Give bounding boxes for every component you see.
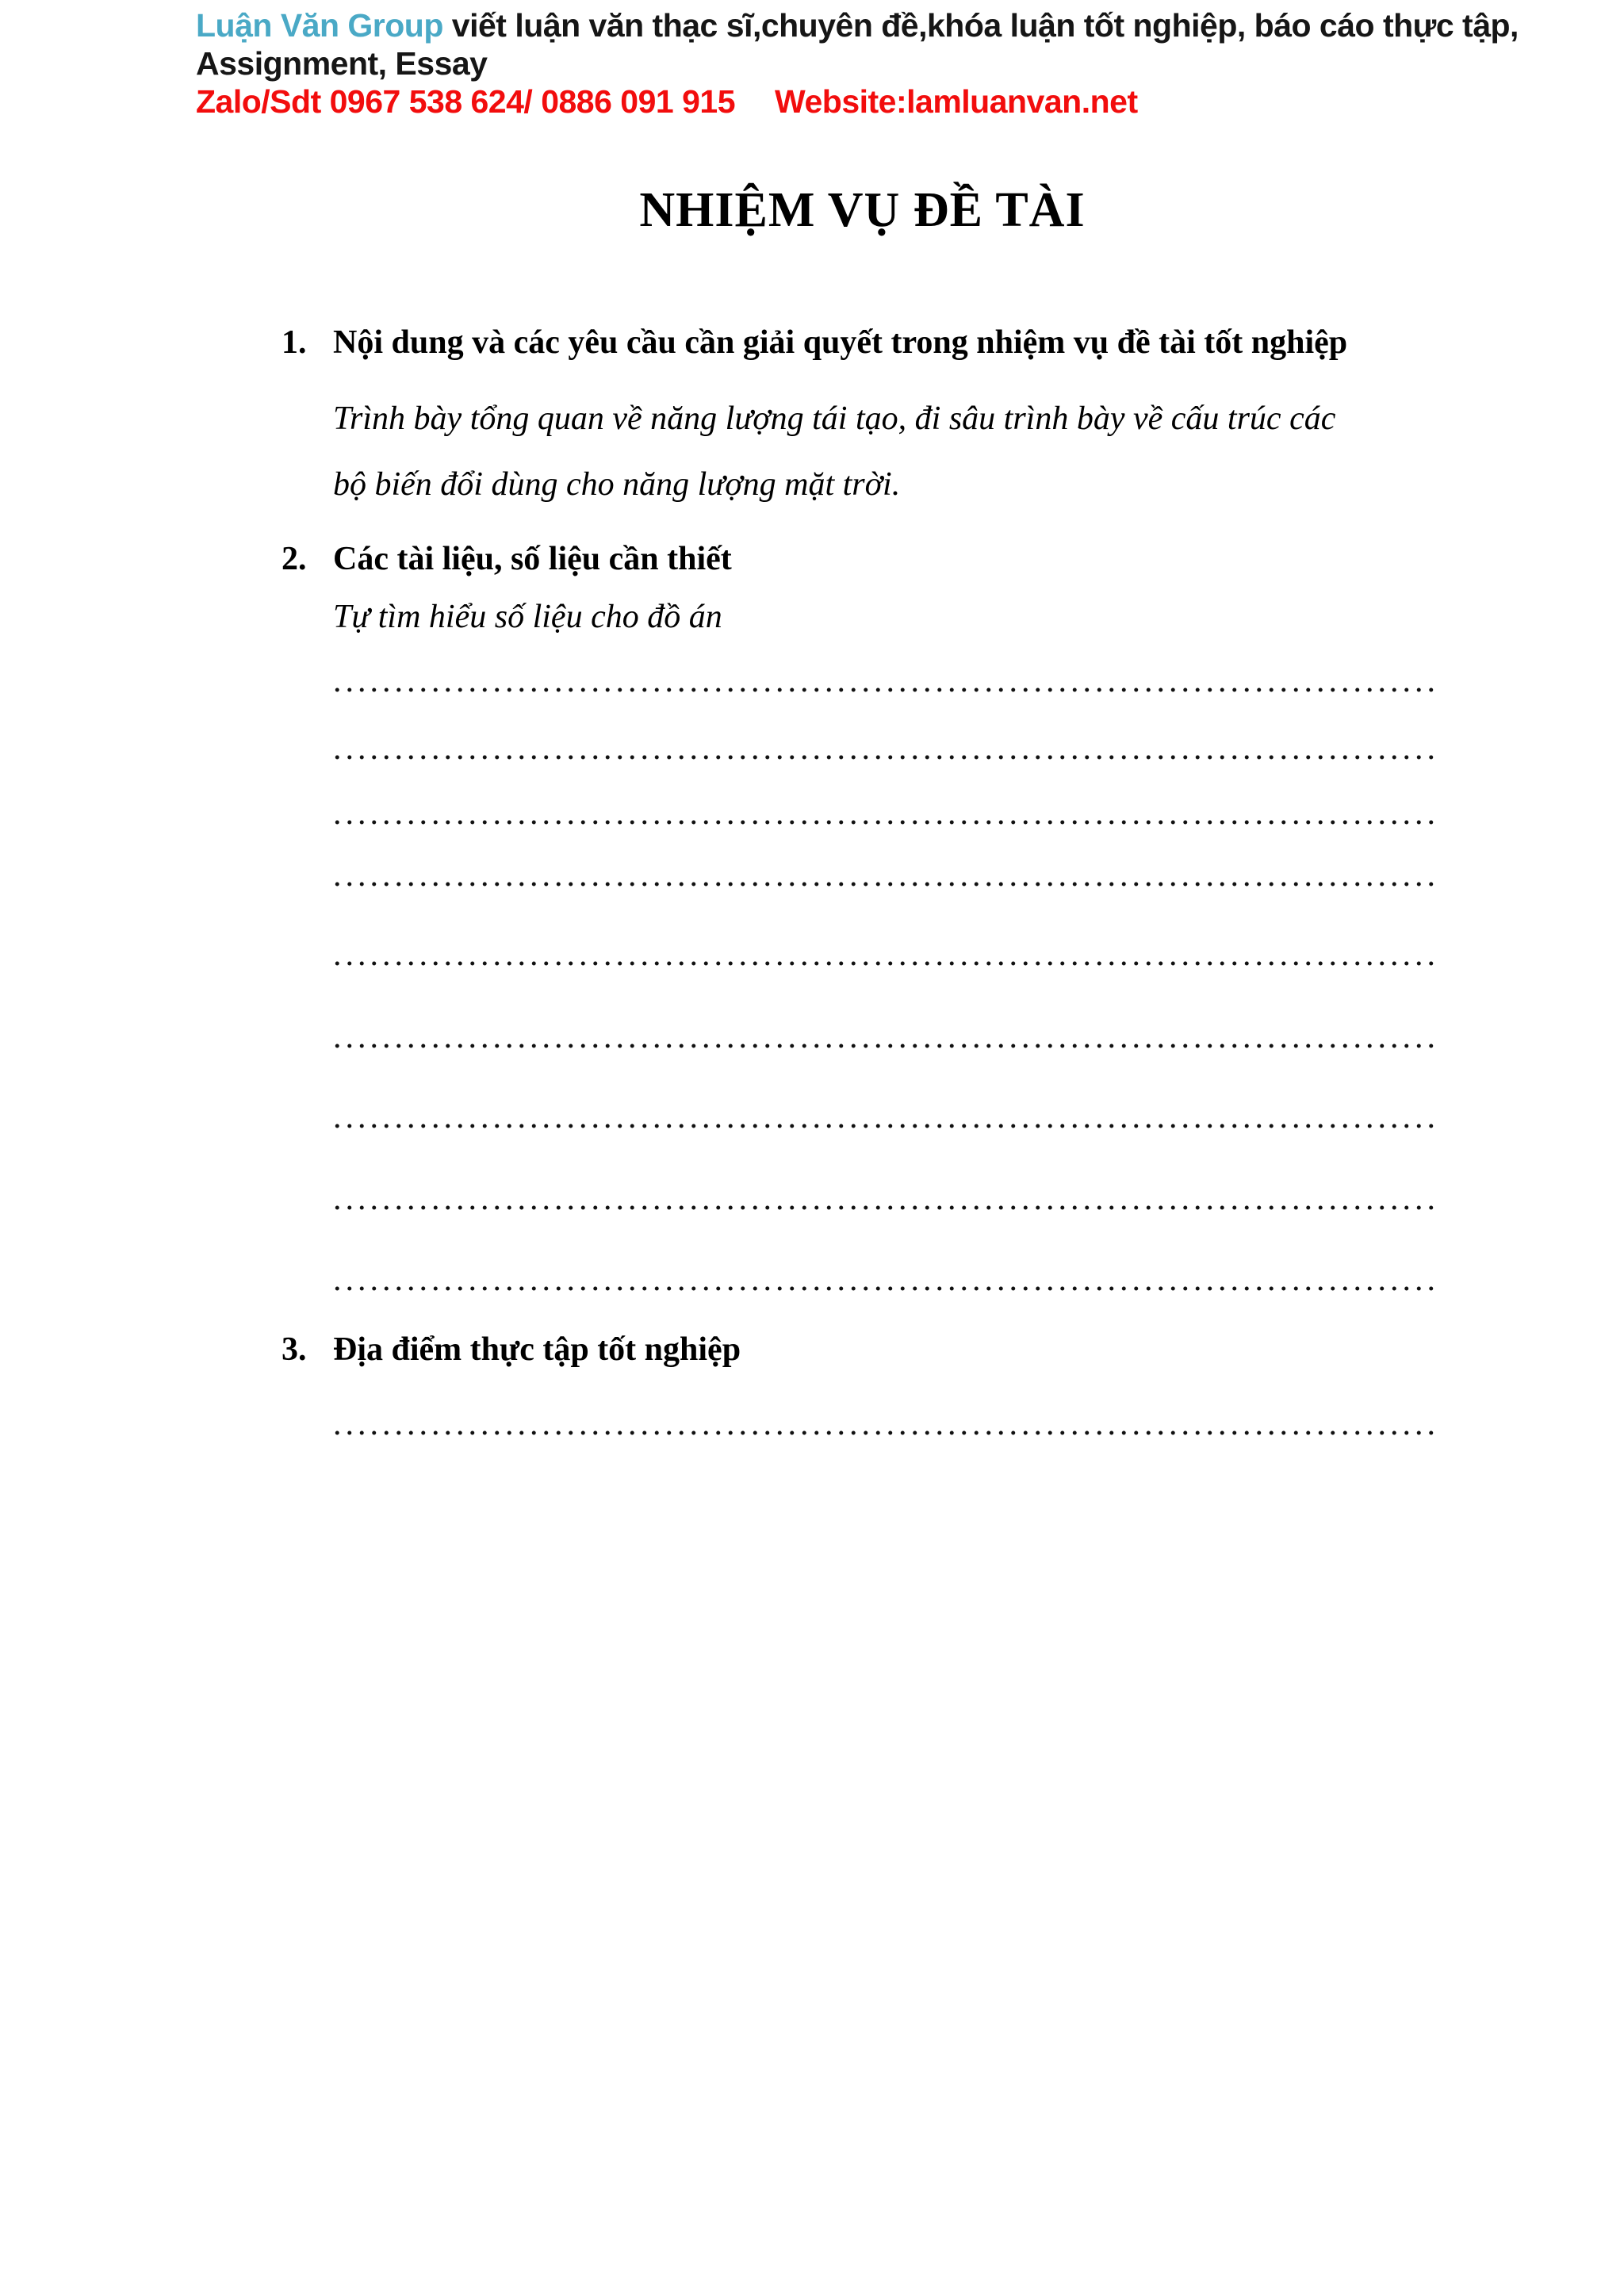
item-1-body-line-2: bộ biến đổi dùng cho năng lượng mặt trời. [333,466,901,503]
answer-line: .......................................................................................... [333,857,1439,894]
header-line-2: Assignment, Essay [196,45,488,82]
answer-line: .......................................................................................... [333,1181,1439,1217]
header-contact-line [196,82,1615,121]
item-1-body-line-1: Trình bày tổng quan về năng lượng tái tạo, đi sâu trình bày về cấu trúc các [333,400,1336,437]
page-title: NHIỆM VỤ ĐỀ TÀI [639,183,1086,237]
answer-line: .......................................................................................... [333,1019,1439,1055]
header-line-1 [196,6,1615,44]
answer-line: .......................................................................................... [333,1406,1439,1442]
header [196,6,1615,121]
answer-line: .......................................................................................... [333,795,1439,832]
answer-line: .......................................................................................... [333,936,1439,973]
answer-line: .......................................................................................... [333,1099,1439,1136]
contact-info: Zalo/Sdt 0967 538 624/ 0886 091 915 [196,83,736,120]
item-2-heading: Các tài liệu, số liệu cần thiết [333,541,732,577]
item-1-heading: Nội dung và các yêu cầu cần giải quyết trong nhiệm vụ đề tài tốt nghiệp [333,324,1348,361]
answer-line: .......................................................................................... [333,1262,1439,1298]
answer-line: .......................................................................................... [333,663,1439,699]
website-text: Website:lamluanvan.net [775,83,1138,120]
item-3-number: 3. [282,1331,307,1368]
item-1-number: 1. [282,324,307,361]
item-3-heading: Địa điểm thực tập tốt nghiệp [333,1331,741,1368]
item-2-body-line-1: Tự tìm hiểu số liệu cho đồ án [333,599,722,635]
header-line-1-text: viết luận văn thạc sĩ,chuyên đề,khóa luận tốt nghiệp, báo cáo thực tập, [442,7,1519,44]
item-2-number: 2. [282,541,307,577]
brand-name: Luận Văn Group [196,7,443,44]
answer-line: .......................................................................................... [333,730,1439,767]
